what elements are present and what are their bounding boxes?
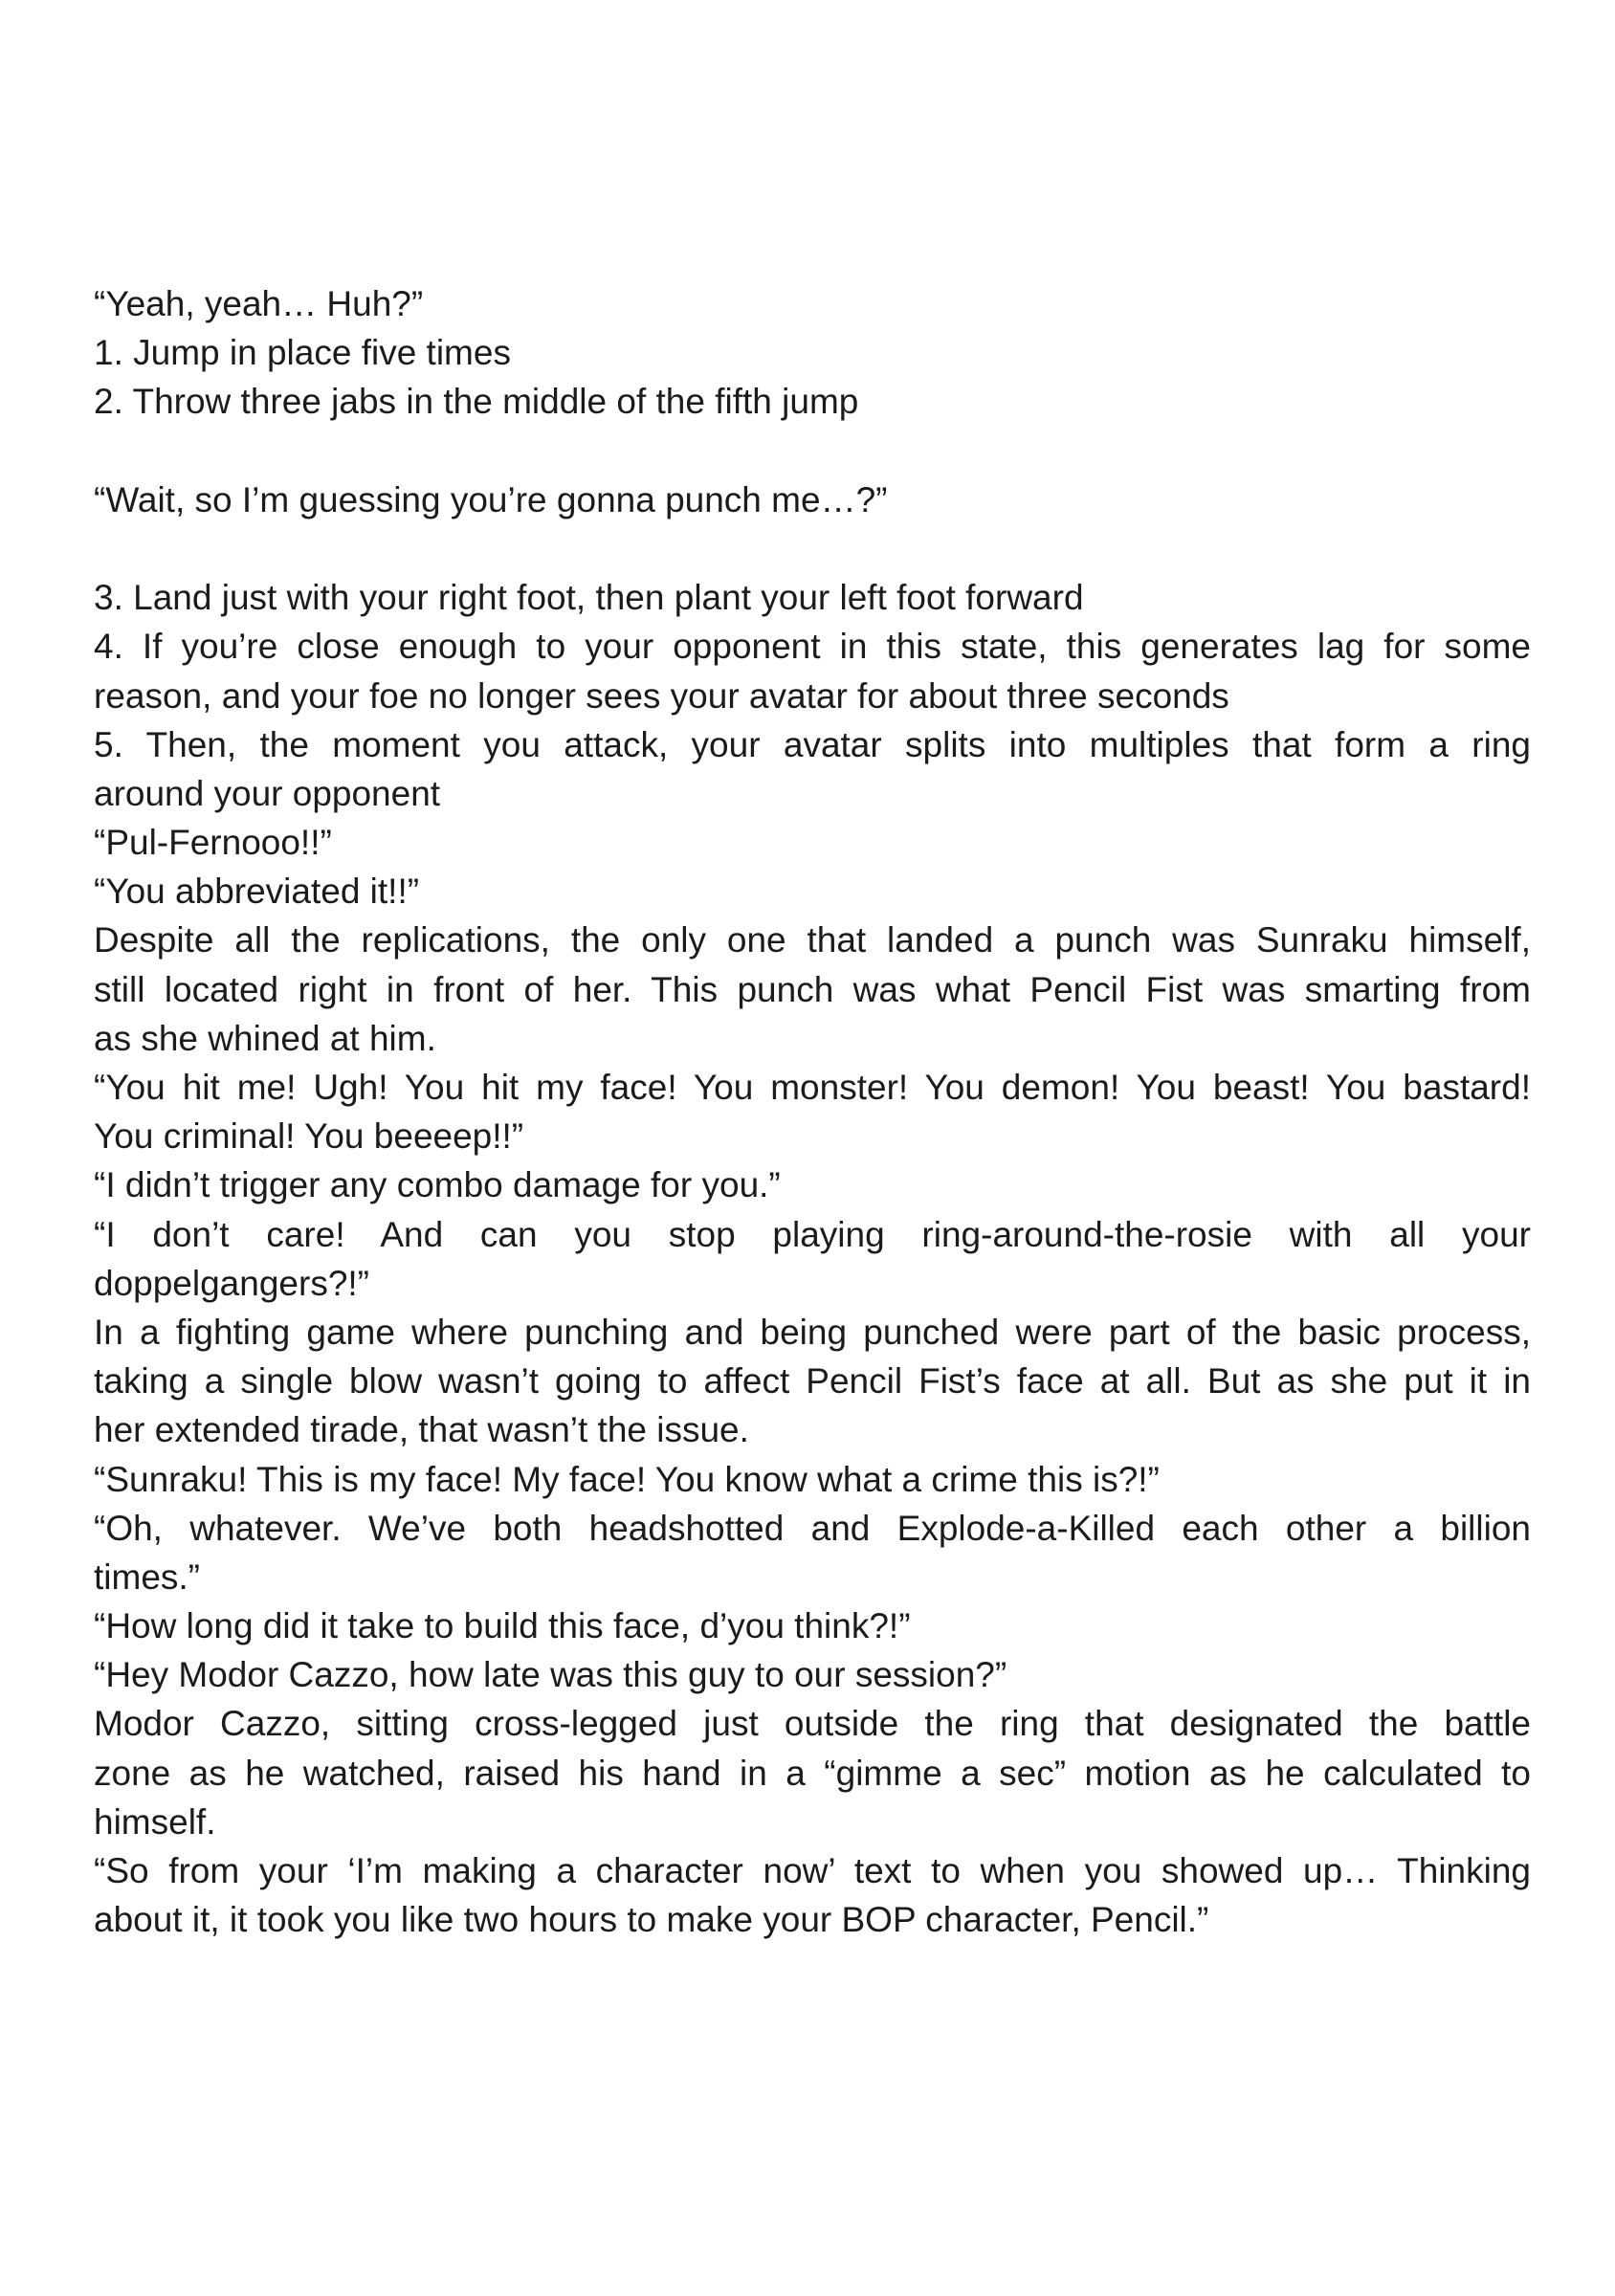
text-line: 4. If you’re close enough to your opponent in this state, this generates lag for some bbox=[94, 627, 1531, 667]
text-line: “Wait, so I’m guessing you’re gonna punch me…?” bbox=[94, 479, 888, 519]
paragraph bbox=[94, 916, 1531, 1063]
text-line: still located right in front of her. This punch was what Pencil Fist was smarting from bbox=[94, 969, 1531, 1009]
paragraph bbox=[94, 1650, 1531, 1699]
paragraph bbox=[94, 1308, 1531, 1455]
text-line: “Hey Modor Cazzo, how late was this guy to our session?” bbox=[94, 1655, 1007, 1695]
text-line: zone as he watched, raised his hand in a “gimme a sec” motion as he calculated to bbox=[94, 1753, 1531, 1793]
text-line: himself. bbox=[94, 1801, 216, 1842]
paragraph bbox=[94, 475, 1531, 524]
paragraph bbox=[94, 867, 1531, 916]
text-line: her extended tirade, that wasn’t the issue. bbox=[94, 1410, 749, 1450]
text-line: “Oh, whatever. We’ve both headshotted and Explode-a-Killed each other a billion bbox=[94, 1508, 1531, 1548]
text-line: taking a single blow wasn’t going to affect Pencil Fist’s face at all. But as she put it in bbox=[94, 1361, 1531, 1402]
body-text bbox=[94, 279, 1531, 1944]
text-line: 2. Throw three jabs in the middle of the fifth jump bbox=[94, 382, 859, 422]
text-line: around your opponent bbox=[94, 773, 441, 813]
paragraph bbox=[94, 1160, 1531, 1209]
paragraph bbox=[94, 818, 1531, 867]
text-line: 5. Then, the moment you attack, your avatar splits into multiples that form a ring bbox=[94, 724, 1531, 764]
paragraph bbox=[94, 720, 1531, 818]
text-line: doppelgangers?!” bbox=[94, 1263, 369, 1303]
paragraph bbox=[94, 1455, 1531, 1504]
paragraph bbox=[94, 328, 1531, 377]
paragraph-gap bbox=[94, 427, 1531, 475]
text-line: 1. Jump in place five times bbox=[94, 333, 511, 373]
text-line: “You abbreviated it!!” bbox=[94, 872, 420, 912]
text-line: “So from your ‘I’m making a character now’ text to when you showed up… Thinking bbox=[94, 1851, 1531, 1890]
paragraph-gap bbox=[94, 524, 1531, 573]
text-line: as she whined at him. bbox=[94, 1018, 436, 1058]
text-line: “How long did it take to build this face, d’you think?!” bbox=[94, 1606, 911, 1646]
text-line: “Pul-Fernooo!!” bbox=[94, 823, 332, 863]
text-line: times.” bbox=[94, 1556, 200, 1597]
paragraph bbox=[94, 1699, 1531, 1846]
paragraph bbox=[94, 279, 1531, 328]
paragraph bbox=[94, 1846, 1531, 1944]
text-line: “I didn’t trigger any combo damage for you.” bbox=[94, 1165, 781, 1205]
paragraph bbox=[94, 622, 1531, 719]
text-line: “I don’t care! And can you stop playing ring-around-the-rosie with all your bbox=[94, 1214, 1531, 1254]
text-line: reason, and your foe no longer sees your avatar for about three seconds bbox=[94, 675, 1229, 716]
text-line: 3. Land just with your right foot, then plant your left foot forward bbox=[94, 578, 1084, 618]
text-line: about it, it took you like two hours to make your BOP character, Pencil.” bbox=[94, 1900, 1209, 1940]
text-line: “Sunraku! This is my face! My face! You know what a crime this is?!” bbox=[94, 1459, 1160, 1499]
text-line: “Yeah, yeah… Huh?” bbox=[94, 284, 424, 323]
paragraph bbox=[94, 573, 1531, 622]
text-line: In a fighting game where punching and being punched were part of the basic process, bbox=[94, 1312, 1531, 1352]
text-line: You criminal! You beeeep!!” bbox=[94, 1116, 524, 1157]
text-line: Despite all the replications, the only one that landed a punch was Sunraku himself, bbox=[94, 920, 1531, 960]
paragraph bbox=[94, 1210, 1531, 1308]
paragraph bbox=[94, 1063, 1531, 1160]
text-line: Modor Cazzo, sitting cross-legged just outside the ring that designated the battle bbox=[94, 1704, 1531, 1744]
paragraph bbox=[94, 377, 1531, 426]
paragraph bbox=[94, 1504, 1531, 1601]
text-line: “You hit me! Ugh! You hit my face! You monster! You demon! You beast! You bastard! bbox=[94, 1068, 1531, 1107]
paragraph bbox=[94, 1601, 1531, 1650]
